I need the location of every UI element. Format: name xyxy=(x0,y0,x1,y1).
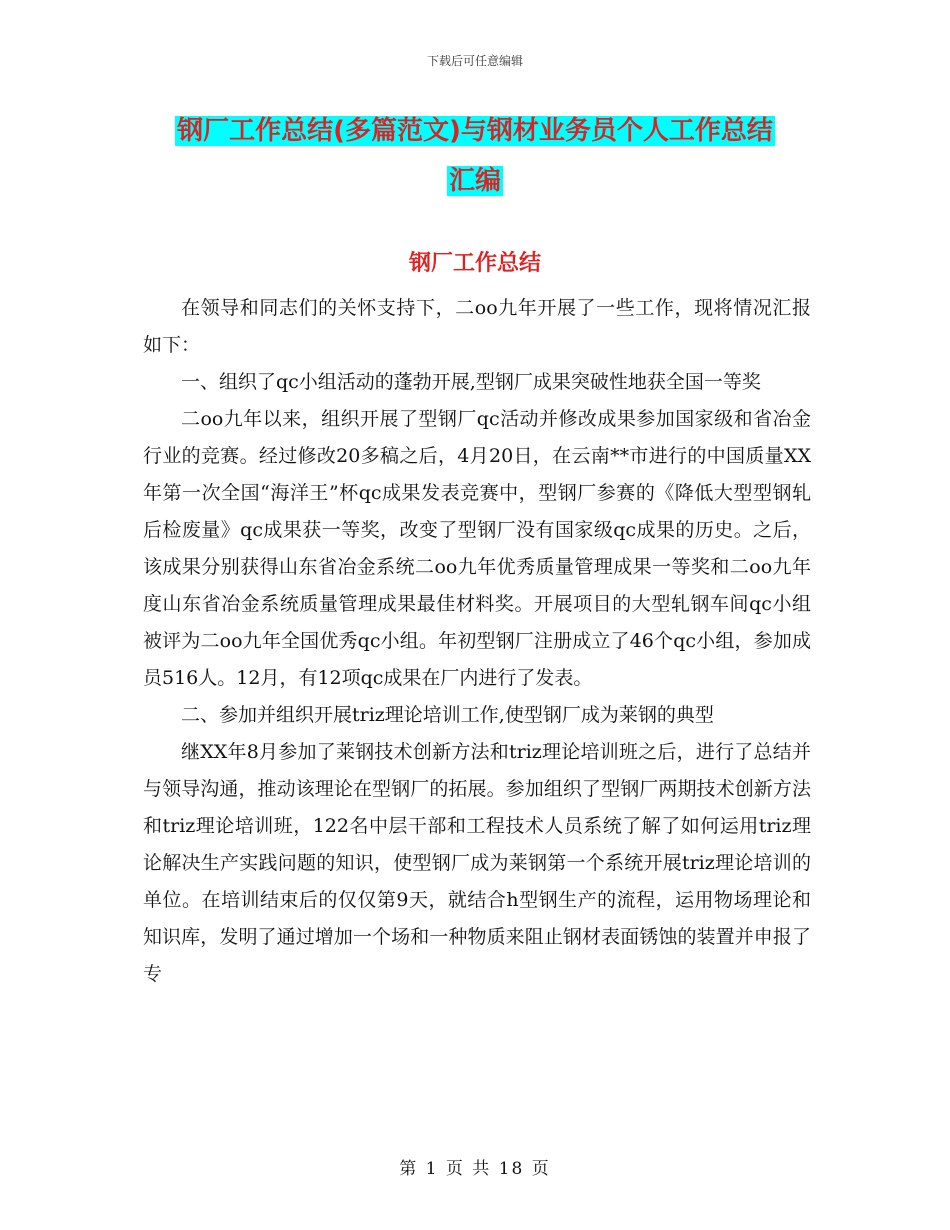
paragraph-heading-1: 一、组织了qc小组活动的蓬勃开展,型钢厂成果突破性地获全国一等奖 xyxy=(181,371,761,393)
page-number: 第 1 页 共 18 页 xyxy=(399,1159,551,1179)
paragraph-heading-2: 二、参加并组织开展triz理论培训工作,使型钢厂成为莱钢的典型 xyxy=(181,704,714,726)
header-note: 下载后可任意编辑 xyxy=(426,54,523,68)
document-title-line2: 汇编 xyxy=(448,166,501,196)
paragraph-triz-training: 继XX年8月参加了莱钢技术创新方法和triz理论培训班之后，进行了总结并与领导沟通，推动该理论在型钢厂的拓展。参加组织了型钢厂两期技术创新方法和triz理论培训班，122名中层干部和工程技术人员系统了解了如何运用triz理论解决生产实践问题的知识，使型钢厂成为莱钢第一个系统开展triz理论培训的单位。在培训结束后的仅仅第9天，就结合h型钢生产的流程，运用物场理论和知识库，发明了通过增加一个场和一种物质来阻止钢材表面锈蚀的装置并申报了专 xyxy=(143,741,811,985)
paragraph-qc-activity: 二oo九年以来，组织开展了型钢厂qc活动并修改成果参加国家级和省冶金行业的竞赛。经过修改20多稿之后，4月20日，在云南**市进行的中国质量XX年第一次全国“海洋王”杯qc成果发表竞赛中，型钢厂参赛的《降低大型型钢轧后检废量》qc成果获一等奖，改变了型钢厂没有国家级qc成果的历史。之后，该成果分别获得山东省冶金系统二oo九年优秀质量管理成果一等奖和二oo九年度山东省冶金系统质量管理成果最佳材料奖。开展项目的大型轧钢车间qc小组被评为二oo九年全国优秀qc小组。年初型钢厂注册成立了46个qc小组，参加成员516人。12月，有12项qc成果在厂内进行了发表。 xyxy=(143,408,811,689)
document-body xyxy=(143,290,811,993)
document-title-line1: 钢厂工作总结(多篇范文)与钢材业务员个人工作总结 xyxy=(177,116,773,146)
document-title xyxy=(140,106,810,206)
paragraph-intro: 在领导和同志们的关怀支持下，二oo九年开展了一些工作，现将情况汇报如下： xyxy=(143,297,811,356)
section-title: 钢厂工作总结 xyxy=(408,251,541,276)
